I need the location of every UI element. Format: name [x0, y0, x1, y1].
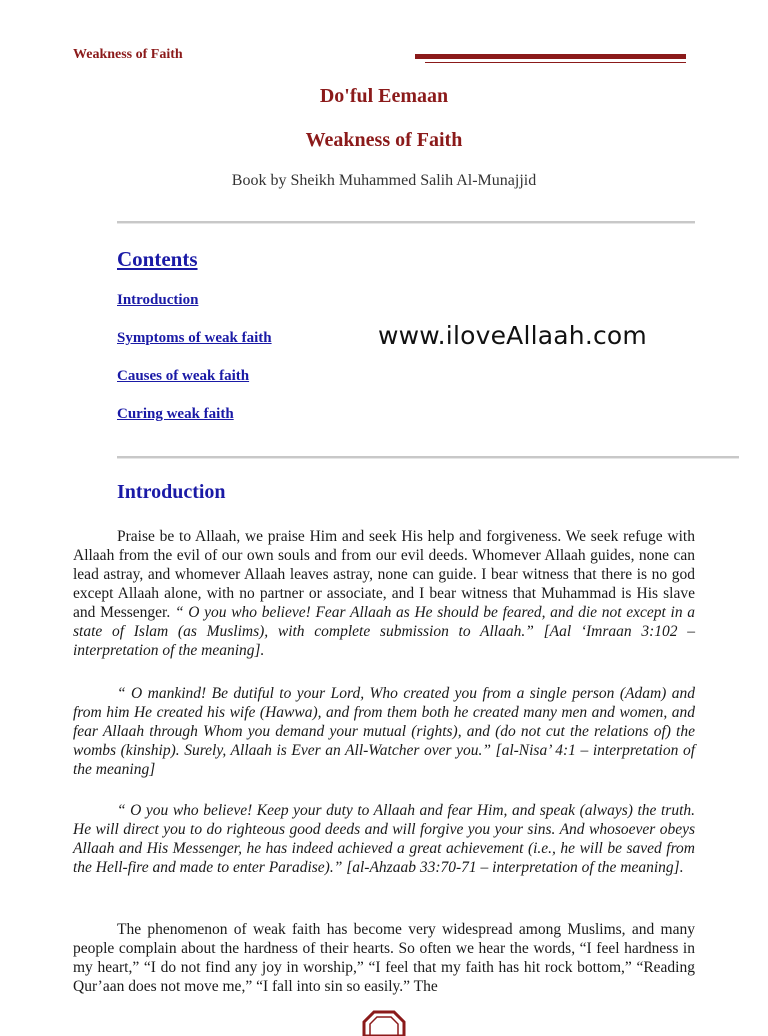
intro-paragraph-3: “ O you who believe! Keep your duty to Allaah and fear Him, and speak (always) the truth. He will direct you to do righteous good deeds and will forgive you your sins. And whosoever obeys Allaah and His Messenger, he has indeed achieved a great achievement (i.e., he will be saved from the Hell-fire and made to enter Paradise).” [al-Ahzaab 33:70-71 – interpretation of the meaning].	[73, 802, 695, 876]
header-rule-thin	[425, 62, 686, 63]
toc-link-causes[interactable]: Causes of weak faith	[117, 368, 250, 384]
introduction-heading: Introduction	[117, 481, 226, 503]
intro-paragraph-4: The phenomenon of weak faith has become very widespread among Muslims, and many people complain about the hardness of their hearts. So often we hear the words, “I feel hardness in my heart,” “I do not find any joy in worship,” “I feel that my faith has hit rock bottom,” “Reading Qur’aan does not move me,” “I fall into sin so easily.” The	[73, 921, 695, 995]
book-title-english: Weakness of Faith	[305, 129, 463, 151]
intro-paragraph-2: “ O mankind! Be dutiful to your Lord, Who created you from a single person (Adam) and from him He created his wife (Hawwa), and from them both he created many men and women, and fear Allaah through Whom you demand your mutual (rights), and (do not cut the relations of) the wombs (kinship). Surely, Allaah is Ever an All-Watcher over you.” [al-Nisa’ 4:1 – interpretation of the meaning]	[73, 685, 695, 778]
footer-emblem-icon	[362, 1010, 406, 1036]
header-rule-thick	[415, 54, 686, 59]
book-byline: Book by Sheikh Muhammed Salih Al-Munajjid	[231, 172, 537, 189]
divider-top	[117, 221, 695, 224]
divider-bottom	[117, 456, 739, 459]
toc-link-introduction[interactable]: Introduction	[117, 292, 199, 308]
contents-heading: Contents	[117, 247, 198, 271]
intro-paragraph-1-text: Praise be to Allaah, we praise Him and seek His help and forgiveness. We seek refuge with Allaah from the evil of our own souls and from our evil deeds. Whomever Allaah guides, none can lead astray, and whomever Allaah leaves astray, none can guide. I bear witness that there is no god except Allaah alone, with no partner or associate, and I bear witness that Muhammad is His slave and Messenger.	[73, 528, 695, 621]
toc-link-symptoms[interactable]: Symptoms of weak faith	[117, 330, 272, 346]
intro-paragraph-1	[73, 527, 695, 660]
website-watermark: www.iloveAllaah.com	[378, 321, 647, 350]
intro-paragraph-1-quote: “ O you who believe! Fear Allaah as He should be feared, and die not except in a state of Islam (as Muslims), with complete submission to Allaah.” [Aal ‘Imraan 3:102 – interpretation of the meaning].	[73, 604, 696, 659]
running-head: Weakness of Faith	[73, 47, 183, 62]
book-title-transliterated: Do'ful Eemaan	[319, 85, 449, 107]
toc-link-curing[interactable]: Curing weak faith	[117, 406, 234, 422]
